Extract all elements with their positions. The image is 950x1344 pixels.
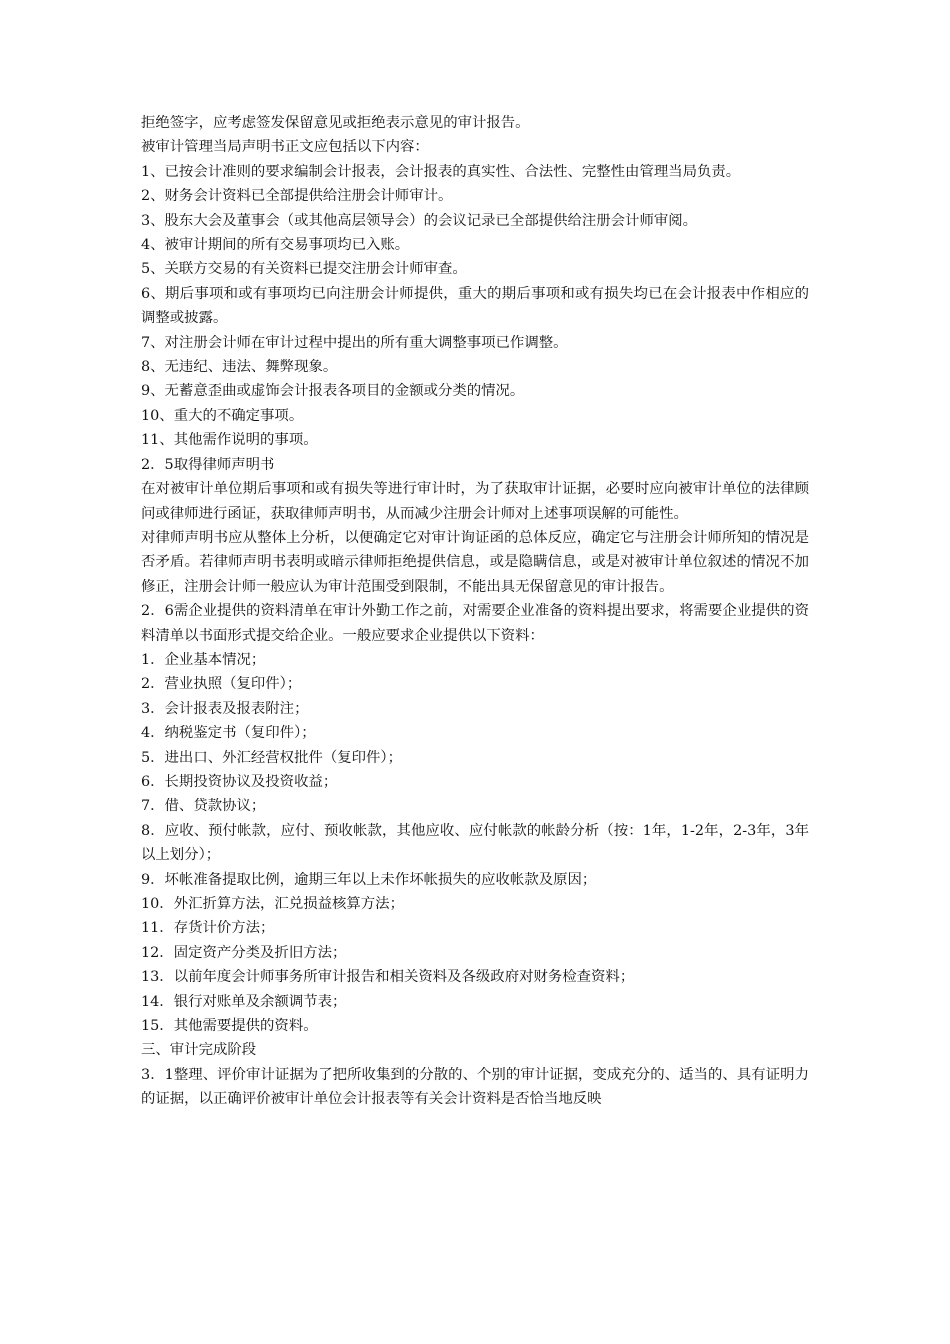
list-item-letter-2: 2、财务会计资料已全部提供给注册会计师审计。 bbox=[141, 188, 453, 205]
list-item-material-5: 5．进出口、外汇经营权批件（复印件）； bbox=[141, 749, 402, 766]
list-item-material-15: 15．其他需要提供的资料。 bbox=[141, 1018, 318, 1035]
list-item-letter-9: 9、无蓄意歪曲或虚饰会计报表各项目的金额或分类的情况。 bbox=[141, 383, 525, 400]
paragraph-lawyer-letter-analysis: 对律师声明书应从整体上分析，以便确定它对审计询证函的总体反应，确定它与注册会计师所知的情况是否矛盾。若律师声明书表明或暗示律师拒绝提供信息，或是隐瞒信息，或是对被审计单位叙述的情况不加修正，注册会计师一般应认为审计范围受到限制，不能出具无保留意见的审计报告。 bbox=[141, 529, 809, 595]
list-item-material-13: 13．以前年度会计师事务所审计报告和相关资料及各级政府对财务检查资料； bbox=[141, 969, 635, 986]
list-item-letter-4: 4、被审计期间的所有交易事项均已入账。 bbox=[141, 237, 410, 254]
section-heading-2-5: 2．5取得律师声明书 bbox=[141, 456, 275, 473]
paragraph-lawyer-letter: 在对被审计单位期后事项和或有损失等进行审计时，为了获取审计证据，必要时应向被审计单位的法律顾问或律师进行函证，获取律师声明书，从而减少注册会计师对上述事项误解的可能性。 bbox=[141, 481, 809, 522]
list-item-material-3: 3．会计报表及报表附注； bbox=[141, 700, 309, 717]
list-item-material-7: 7．借、贷款协议； bbox=[141, 798, 266, 815]
list-item-letter-10: 10、重大的不确定事项。 bbox=[141, 407, 304, 424]
list-item-material-8: 8．应收、预付帐款，应付、预收帐款，其他应收、应付帐款的帐龄分析（按：1年，1-2年，2-3年，3年以上划分）； bbox=[141, 822, 809, 864]
list-item-letter-1: 1、已按会计准则的要求编制会计报表，会计报表的真实性、合法性、完整性由管理当局负责。 bbox=[141, 163, 741, 180]
list-item-material-10: 10．外汇折算方法，汇兑损益核算方法； bbox=[141, 896, 404, 912]
list-item-letter-6: 6、期后事项和或有事项均已向注册会计师提供，重大的期后事项和或有损失均已在会计报表中作相应的调整或披露。 bbox=[141, 285, 809, 327]
section-heading-3: 三、审计完成阶段 bbox=[141, 1042, 257, 1059]
paragraph-management-letter-intro: 被审计管理当局声明书正文应包括以下内容： bbox=[141, 139, 429, 156]
list-item-material-14: 14．银行对账单及余额调节表； bbox=[141, 993, 347, 1010]
list-item-material-2: 2．营业执照（复印件）； bbox=[141, 676, 302, 693]
list-item-letter-7: 7、对注册会计师在审计过程中提出的所有重大调整事项已作调整。 bbox=[141, 334, 568, 351]
paragraph-refusal-note: 拒绝签字，应考虑签发保留意见或拒绝表示意见的审计报告。 bbox=[141, 115, 530, 131]
list-item-material-4: 4．纳税鉴定书（复印件）； bbox=[141, 725, 316, 742]
list-item-material-12: 12．固定资产分类及折旧方法； bbox=[141, 944, 347, 961]
section-heading-2-6: 2．6需企业提供的资料清单在审计外勤工作之前，对需要企业准备的资料提出要求，将需要企业提供的资料清单以书面形式提交给企业。一般应要求企业提供以下资料： bbox=[141, 603, 809, 644]
list-item-material-11: 11．存货计价方法； bbox=[141, 920, 275, 937]
document-body bbox=[141, 111, 809, 1112]
list-item-letter-8: 8、无违纪、违法、舞弊现象。 bbox=[141, 359, 338, 376]
list-item-letter-11: 11、其他需作说明的事项。 bbox=[141, 432, 318, 449]
list-item-letter-3: 3、股东大会及董事会（或其他高层领导会）的会议记录已全部提供给注册会计师审阅。 bbox=[141, 212, 698, 229]
list-item-material-9: 9．坏帐准备提取比例，逾期三年以上未作坏帐损失的应收帐款及原因； bbox=[141, 871, 597, 888]
paragraph-3-1-evidence: 3．1整理、评价审计证据为了把所收集到的分散的、个别的审计证据，变成充分的、适当的、具有证明力的证据，以正确评价被审计单位会计报表等有关会计资料是否恰当地反映 bbox=[141, 1066, 809, 1108]
list-item-material-6: 6．长期投资协议及投资收益； bbox=[141, 773, 338, 790]
list-item-material-1: 1．企业基本情况； bbox=[141, 651, 266, 668]
list-item-letter-5: 5、关联方交易的有关资料已提交注册会计师审查。 bbox=[141, 261, 467, 278]
